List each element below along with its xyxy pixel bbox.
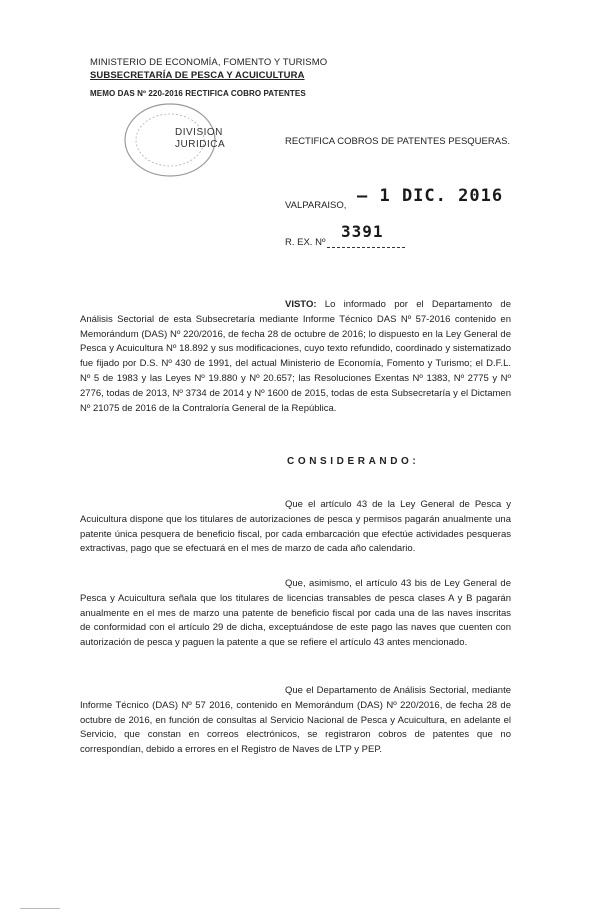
resolution-number: 3391	[341, 222, 384, 241]
visto-paragraph	[80, 298, 511, 416]
visto-text: Lo informado por el Departamento de Análisis Sectorial de esta Subsecretaría mediante Informe Técnico DAS Nº 57-2016 contenido en Memorándum (DAS) Nº 220/2016, de fecha 28 de octubre de 2016; lo dispuesto en la Ley General de Pesca y Acuicultura Nº 18.892 y sus modificaciones, cuyo texto refundido, coordinado y sistematizado fue fijado por D.S. Nº 430 de 1991, del actual Ministerio de Economía, Fomento y Turismo; el D.F.L. Nº 5 de 1983 y las Leyes Nº 19.880 y Nº 20.657; las Resoluciones Exentas Nº 1383, Nº 2775 y Nº 2776, todas de 2013, Nº 3734 de 2014 y Nº 1600 de 2015, todas de esta Subsecretaría y el Dictamen Nº 21075 de 2016 de la Contraloría General de la República.	[80, 299, 511, 414]
visto-label: VISTO:	[285, 299, 317, 310]
subject-line: RECTIFICA COBROS DE PATENTES PESQUERAS.	[285, 136, 511, 147]
subsecretaria-heading: SUBSECRETARÍA DE PESCA Y ACUICULTURA	[90, 70, 305, 81]
place-label: VALPARAISO,	[285, 200, 347, 211]
considerando-title: CONSIDERANDO:	[287, 456, 420, 467]
considerando-paragraph-3: Que el Departamento de Análisis Sectorial, mediante Informe Técnico (DAS) Nº 57 2016, contenido en Memorándum (DAS) Nº 220/2016, de fecha 28 de octubre de 2016, en función de consultas al Servicio Nacional de Pesca y Acuicultura, en adelante el Servicio, que constan en correos electrónicos, se registraron cobros de patentes que no correspondían, debido a errores en el Registro de Naves de LTP y PEP.	[80, 685, 511, 756]
considerando-paragraph-2: Que, asimismo, el artículo 43 bis de Ley General de Pesca y Acuicultura señala que los titulares de licencias transables de pesca clases A y B pagarán anualmente en el mes de marzo una patente de beneficio fiscal por cada una de las naves inscritas de conformidad con el artículo 29 de dicha, exceptuándose de este pago las naves que cuenten con autorización de pesca y paguen la patente a que se refiere el artículo 43 antes mencionado.	[80, 578, 511, 649]
stamp-line-2: JURIDICA	[175, 139, 226, 150]
footer-rule	[20, 908, 60, 909]
date-stamp: – 1 DIC. 2016	[357, 186, 504, 206]
rex-underline	[327, 247, 405, 248]
memo-reference: MEMO DAS Nº 220-2016 RECTIFICA COBRO PATENTES	[90, 89, 306, 98]
considerando-paragraph-1: Que el artículo 43 de la Ley General de Pesca y Acuicultura dispone que los titulares de autorizaciones de pesca y permisos pagarán anualmente una patente única pesquera de beneficio fiscal, por cada embarcación que efectúe actividades pesqueras extractivas, pago que se efectuará en el mes de marzo de cada año calendario.	[80, 499, 511, 555]
stamp-line-1: DIVISION	[175, 127, 223, 138]
ministry-heading: MINISTERIO DE ECONOMÍA, FOMENTO Y TURISMO	[90, 57, 328, 68]
rex-label-text: R. EX. Nº	[285, 237, 326, 248]
stamp-label	[175, 127, 225, 151]
